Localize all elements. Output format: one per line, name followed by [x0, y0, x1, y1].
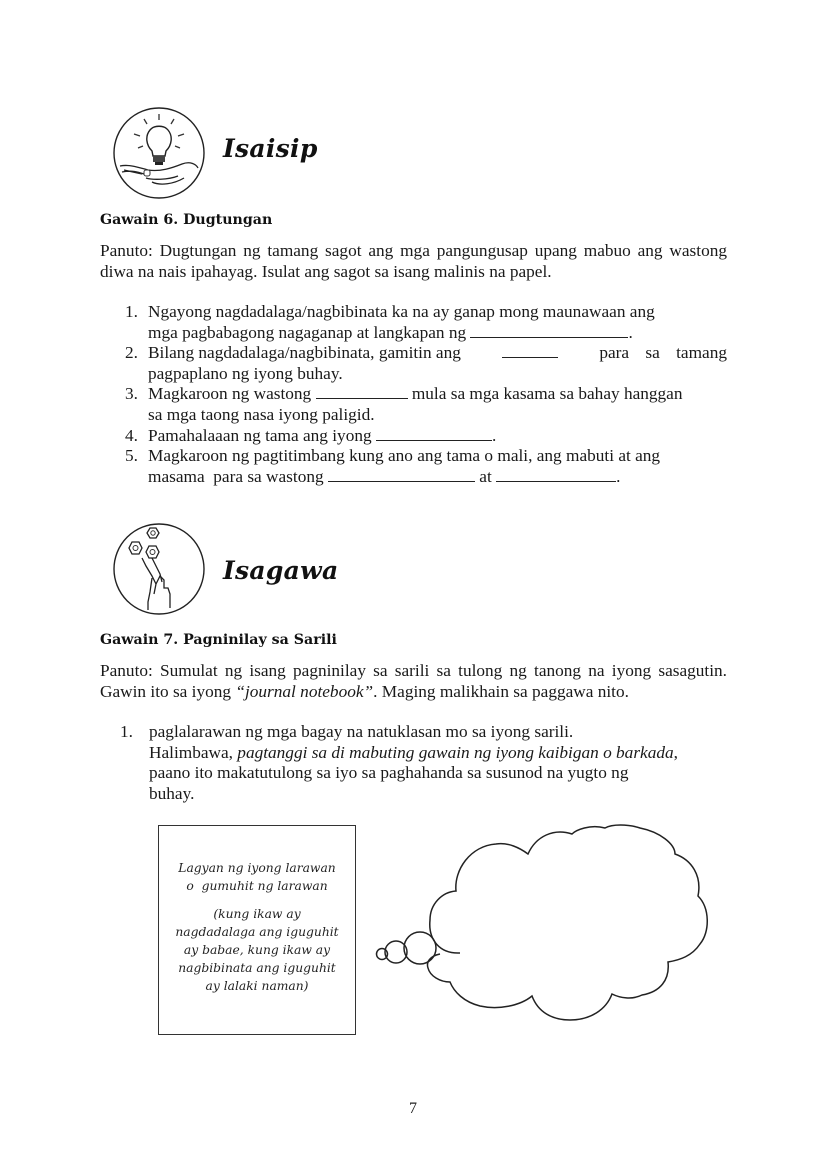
thought-bubble-icon[interactable] — [370, 820, 715, 1050]
gawain-7-instructions: Panuto: Sumulat ng isang pagninilay sa sarili sa tulong ng tanong na iyong sasagutin. Gawin ito sa iyong “journal notebook”. Maging malikhain sa paggawa nito. — [100, 661, 727, 701]
answer-blank[interactable] — [502, 343, 558, 358]
gawain-7-list — [120, 722, 760, 804]
hand-wrench-bolts-icon — [112, 522, 206, 616]
list-item: 2. Bilang nagdadalaga/nagbibinata, gamitin ang para sa tamang pagpaplano ng iyong buhay. — [125, 343, 727, 383]
list-item: 1. Ngayong nagdadalaga/nagbibinata ka na ay ganap mong maunawaan ang mga pagbabagong nagaganap at langkapan ng . — [125, 302, 655, 342]
gawain-7-title: Gawain 7. Pagninilay sa Sarili — [100, 632, 337, 648]
section-title-isaisip: Isaisip — [223, 134, 318, 163]
list-item: 3. Magkaroon ng wastong mula sa mga kasama sa bahay hanggan sa mga taong nasa iyong paligid. — [125, 384, 683, 424]
gawain-6-instructions: Panuto: Dugtungan ng tamang sagot ang mga pangungusap upang mabuo ang wastong diwa na nais ipahayag. Isulat ang sagot sa isang malinis na papel. — [100, 241, 727, 281]
gawain-6-title: Gawain 6. Dugtungan — [100, 212, 273, 228]
list-item: 4. Pamahalaaan ng tama ang iyong . — [125, 425, 497, 445]
answer-blank[interactable] — [316, 384, 408, 399]
list-item: 1. paglalarawan ng mga bagay na natuklasan mo sa iyong sarili. Halimbawa, pagtanggi sa di mabuting gawain ng iyong kaibigan o barkada, paano ito makatutulong sa iyo sa paghahanda sa susunod na yugto ng buhay. — [120, 722, 678, 803]
answer-blank[interactable] — [496, 467, 616, 482]
drawing-box[interactable]: Lagyan ng iyong larawan o gumuhit ng larawan (kung ikaw ay nagdadalaga ang iguguhit ay babae, kung ikaw ay nagbibinata ang iguguhit ay lalaki naman) — [158, 825, 356, 1035]
answer-blank[interactable] — [328, 467, 475, 482]
section-title-isagawa: Isagawa — [223, 556, 339, 585]
answer-blank[interactable] — [376, 426, 492, 441]
page-number: 7 — [409, 1100, 417, 1117]
list-item: 5. Magkaroon ng pagtitimbang kung ano ang tama o mali, ang mabuti at ang masama para sa wastong at . — [125, 446, 661, 486]
lightbulb-hand-icon — [112, 106, 206, 200]
answer-blank[interactable] — [470, 323, 628, 338]
gawain-6-list — [120, 302, 727, 487]
